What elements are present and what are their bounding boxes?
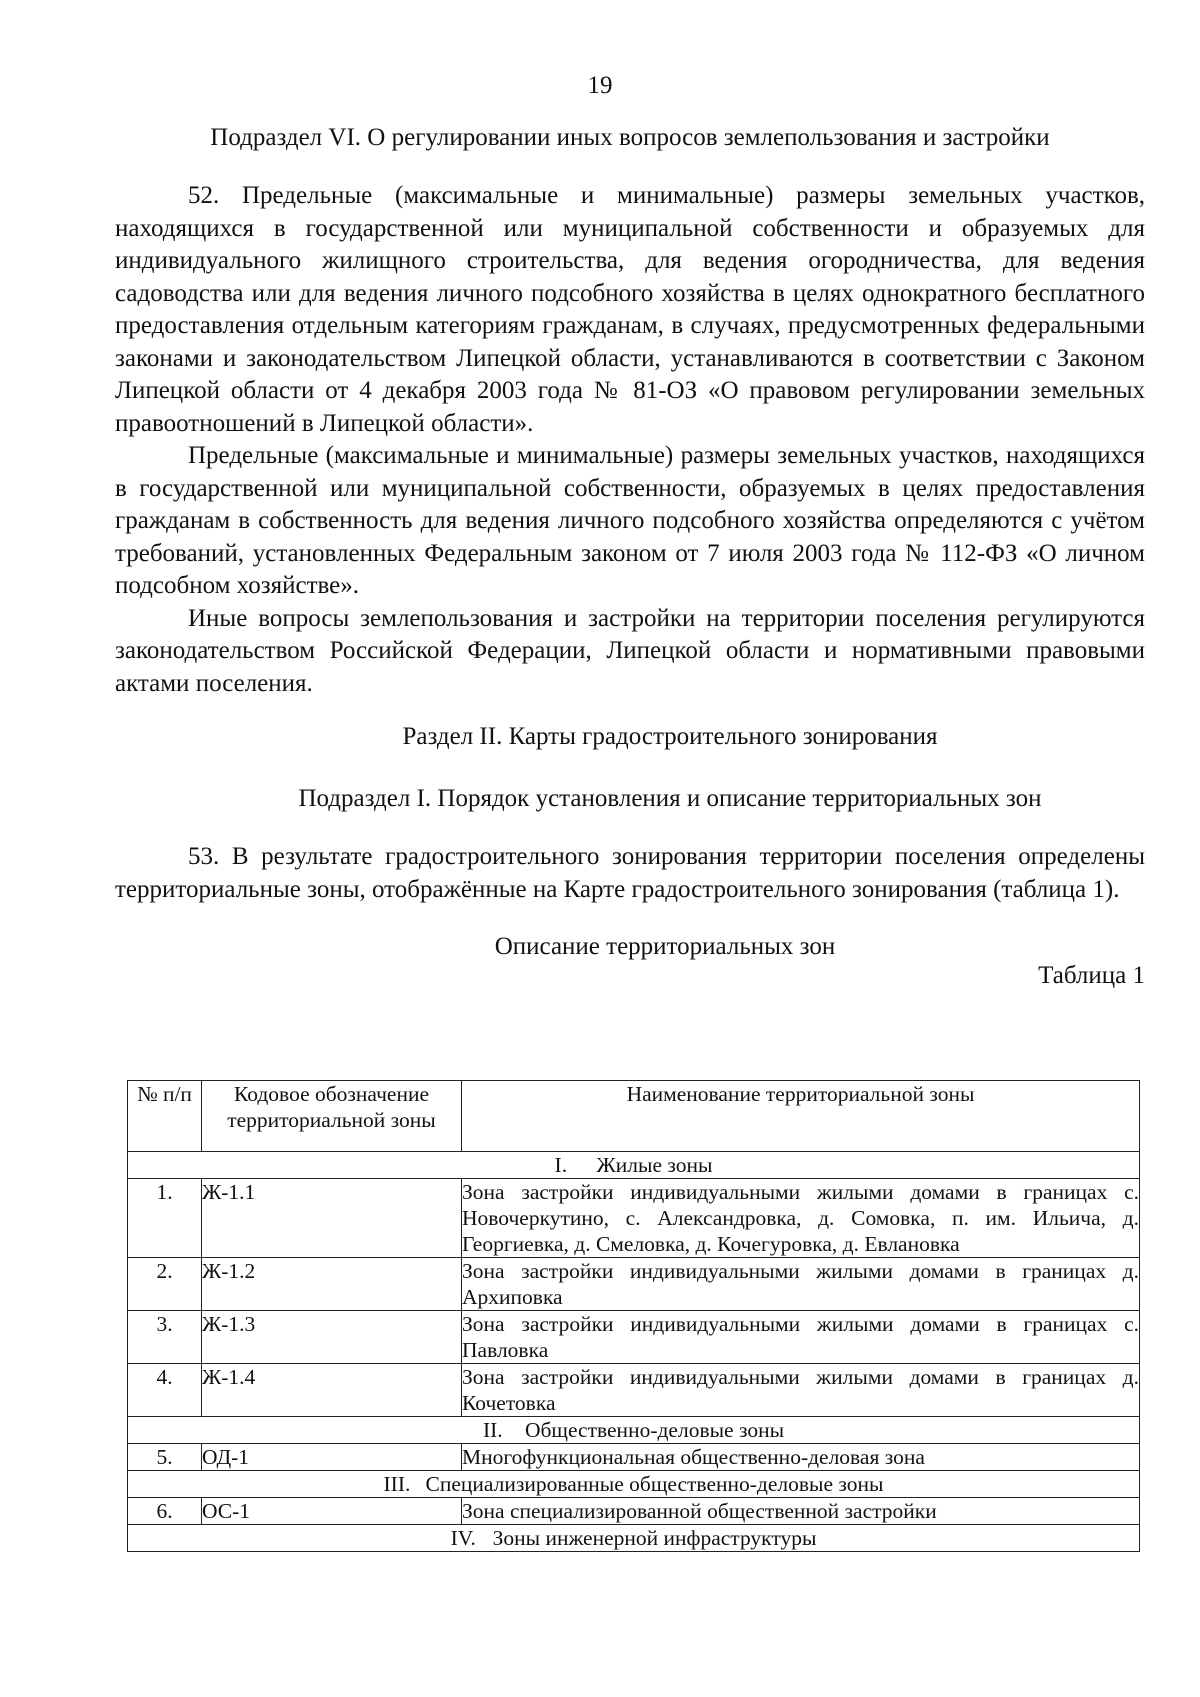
row-num: 2. [128, 1258, 202, 1311]
table-label: Таблица 1 [1038, 962, 1145, 989]
table-row [128, 1179, 1140, 1258]
section-title: Жилые зоны [596, 1153, 713, 1177]
table-row [128, 1311, 1140, 1364]
section-title: Зоны инженерной инфраструктуры [492, 1526, 817, 1550]
page-number: 19 [587, 72, 613, 99]
section-ii-title: Раздел II. Карты градостроительного зонирования [402, 723, 938, 750]
row-num: 5. [128, 1444, 202, 1471]
section-title: Общественно-деловые зоны [524, 1418, 785, 1442]
header-name: Наименование территориальной зоны [462, 1081, 1140, 1152]
section-row [128, 1417, 1140, 1444]
row-code: ОС-1 [202, 1498, 462, 1525]
section-row [128, 1525, 1140, 1552]
paragraph-52 [115, 180, 1145, 700]
table-header-row [128, 1081, 1140, 1152]
paragraph-52-p3: Иные вопросы землепользования и застройки на территории поселения регулируются законодательством Российской Федерации, Липецкой области и нормативными правовыми актами поселения. [115, 604, 1145, 697]
row-code: Ж-1.2 [202, 1258, 462, 1311]
section-roman: II. [482, 1418, 503, 1442]
row-num: 4. [128, 1364, 202, 1417]
row-name: Зона застройки индивидуальными жилыми домами в границах д. Архиповка [462, 1259, 1139, 1309]
section-row [128, 1471, 1140, 1498]
paragraph-53 [115, 841, 1145, 906]
table-title: Описание территориальных зон [494, 933, 836, 960]
table-row [128, 1364, 1140, 1417]
row-name: Многофункциональная общественно-деловая зона [462, 1444, 1140, 1471]
table-row [128, 1498, 1140, 1525]
row-code: ОД-1 [202, 1444, 462, 1471]
paragraph-52-p2: Предельные (максимальные и минимальные) размеры земельных участков, находящихся в государственной или муниципальной собственности, образуемых в целях предоставления гражданам в собственность для ведения личного подсобного хозяйства определяются с учётом требований, установленных Федеральным законом от 7 июля 2003 года № 112-ФЗ «О личном подсобном хозяйстве». [115, 442, 1145, 599]
row-name: Зона застройки индивидуальными жилыми домами в границах д. Кочетовка [462, 1365, 1139, 1415]
row-num: 1. [128, 1179, 202, 1258]
row-code: Ж-1.3 [202, 1311, 462, 1364]
section-roman: III. [383, 1472, 411, 1496]
row-name: Зона специализированной общественной застройки [462, 1498, 1140, 1525]
row-name: Зона застройки индивидуальными жилыми домами в границах с. Новочеркутино, с. Александровка, д. Сомовка, п. им. Ильича, д. Георгиевка, д. Смеловка, д. Кочегуровка, д. Евлановка [462, 1180, 1139, 1256]
section-row [128, 1152, 1140, 1179]
table-row [128, 1258, 1140, 1311]
header-code: Кодовое обозначение территориальной зоны [202, 1081, 462, 1152]
row-num: 3. [128, 1311, 202, 1364]
paragraph-53-text: 53. В результате градостроительного зонирования территории поселения определены территориальные зоны, отображённые на Карте градостроительного зонирования (таблица 1). [115, 843, 1145, 903]
section-roman: IV. [450, 1526, 476, 1550]
row-code: Ж-1.1 [202, 1179, 462, 1258]
subsection-i-title: Подраздел I. Порядок установления и описание территориальных зон [298, 785, 1042, 812]
row-name: Зона застройки индивидуальными жилыми домами в границах с. Павловка [462, 1312, 1139, 1362]
section-roman: I. [554, 1153, 568, 1177]
subsection-vi-title: Подраздел VI. О регулировании иных вопросов землепользования и застройки [210, 124, 1050, 151]
row-code: Ж-1.4 [202, 1364, 462, 1417]
table-row [128, 1444, 1140, 1471]
section-title: Специализированные общественно-деловые зоны [425, 1472, 884, 1496]
zones-table [127, 1080, 1140, 1552]
header-num: № п/п [128, 1081, 202, 1152]
paragraph-52-p1: 52. Предельные (максимальные и минимальные) размеры земельных участков, находящихся в государственной или муниципальной собственности и образуемых для индивидуального жилищного строительства, для ведения огородничества, для ведения садоводства или для ведения личного подсобного хозяйства в целях однократного бесплатного предоставления отдельным категориям гражданам, в случаях, предусмотренных федеральными законами и законодательством Липецкой области, устанавливаются в соответствии с Законом Липецкой области от 4 декабря 2003 года № 81-ОЗ «О правовом регулировании земельных правоотношений в Липецкой области». [115, 182, 1145, 437]
row-num: 6. [128, 1498, 202, 1525]
